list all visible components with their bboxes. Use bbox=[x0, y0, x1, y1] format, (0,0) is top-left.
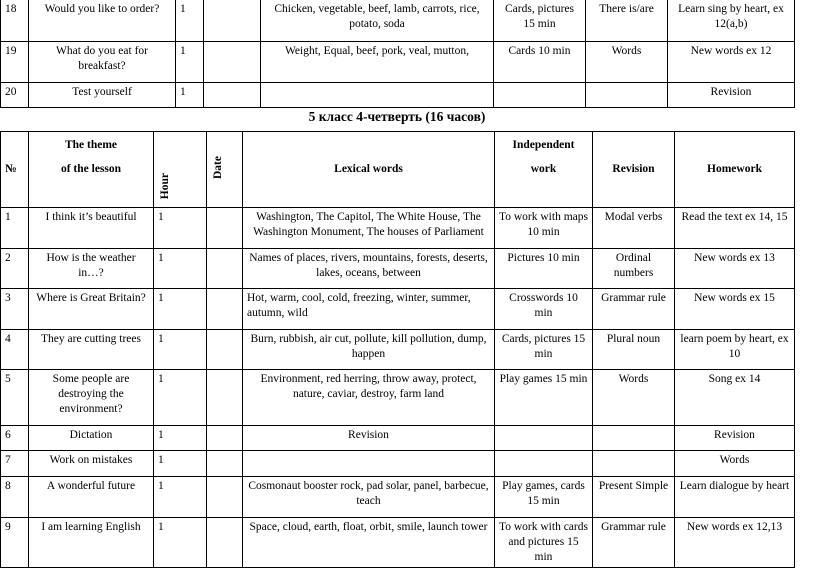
cell-revision bbox=[593, 451, 675, 477]
table-row bbox=[1, 370, 795, 426]
cell-lexical: Names of places, rivers, mountains, forests, deserts, lakes, oceans, between bbox=[243, 249, 495, 289]
cell-hour: 1 bbox=[154, 477, 207, 518]
table-row bbox=[1, 42, 795, 83]
cell-lexical: Burn, rubbish, air cut, pollute, kill pollution, dump, happen bbox=[243, 330, 495, 370]
header-revision bbox=[593, 132, 675, 208]
cell-work: Crosswords 10 min bbox=[495, 289, 593, 330]
header-work-line2: work bbox=[530, 163, 557, 175]
cell-work: To work with cards and pictures 15 min bbox=[495, 518, 593, 568]
cell-hour: 1 bbox=[154, 208, 207, 249]
cell-revision bbox=[586, 83, 668, 108]
table-row bbox=[1, 451, 795, 477]
cell-work bbox=[495, 426, 593, 451]
table-row bbox=[1, 289, 795, 330]
cell-hour: 1 bbox=[154, 451, 207, 477]
cell-homework: New words ex 15 bbox=[675, 289, 795, 330]
cell-work bbox=[494, 83, 586, 108]
header-homework-label: Homework bbox=[707, 163, 762, 175]
cell-theme: I think it’s beautiful bbox=[29, 208, 154, 249]
header-hour-label: Hour bbox=[159, 172, 171, 199]
table-row bbox=[1, 0, 795, 42]
cell-num: 19 bbox=[1, 42, 29, 83]
header-theme-line2: of the lesson bbox=[60, 163, 122, 175]
cell-num: 18 bbox=[1, 0, 29, 42]
cell-hour: 1 bbox=[154, 370, 207, 426]
cell-theme: They are cutting trees bbox=[29, 330, 154, 370]
cell-work: Cards 10 min bbox=[494, 42, 586, 83]
cell-homework: Song ex 14 bbox=[675, 370, 795, 426]
cell-hour: 1 bbox=[154, 289, 207, 330]
cell-theme: A wonderful future bbox=[29, 477, 154, 518]
cell-lexical: Space, cloud, earth, float, orbit, smile, launch tower bbox=[243, 518, 495, 568]
cell-num: 7 bbox=[1, 451, 29, 477]
cell-hour: 1 bbox=[154, 518, 207, 568]
cell-date bbox=[204, 83, 261, 108]
header-theme-line1: The theme bbox=[64, 139, 118, 151]
table-row bbox=[1, 477, 795, 518]
cell-revision: Words bbox=[593, 370, 675, 426]
cell-hour: 1 bbox=[154, 330, 207, 370]
cell-hour: 1 bbox=[154, 249, 207, 289]
cell-revision bbox=[593, 426, 675, 451]
cell-homework: Read the text ex 14, 15 bbox=[675, 208, 795, 249]
cell-date bbox=[207, 451, 243, 477]
cell-date bbox=[207, 249, 243, 289]
cell-num: 8 bbox=[1, 477, 29, 518]
header-row bbox=[1, 132, 795, 208]
cell-date bbox=[207, 426, 243, 451]
cell-num: 9 bbox=[1, 518, 29, 568]
cell-theme: How is the weather in…? bbox=[29, 249, 154, 289]
cell-revision: Words bbox=[586, 42, 668, 83]
cell-lexical: Chicken, vegetable, beef, lamb, carrots, rice, potato, soda bbox=[261, 0, 494, 42]
cell-num: 4 bbox=[1, 330, 29, 370]
cell-lexical: Revision bbox=[243, 426, 495, 451]
cell-theme: I am learning English bbox=[29, 518, 154, 568]
top-table bbox=[0, 0, 795, 108]
cell-work: To work with maps 10 min bbox=[495, 208, 593, 249]
header-num-label: № bbox=[5, 163, 17, 175]
cell-date bbox=[207, 518, 243, 568]
table-row bbox=[1, 249, 795, 289]
header-homework bbox=[675, 132, 795, 208]
cell-num: 3 bbox=[1, 289, 29, 330]
cell-homework: New words ex 13 bbox=[675, 249, 795, 289]
cell-homework: Revision bbox=[668, 83, 795, 108]
cell-num: 1 bbox=[1, 208, 29, 249]
cell-theme: What do you eat for breakfast? bbox=[29, 42, 176, 83]
cell-work: Cards, pictures 15 min bbox=[494, 0, 586, 42]
cell-revision: Present Simple bbox=[593, 477, 675, 518]
cell-theme: Would you like to order? bbox=[29, 0, 176, 42]
header-work bbox=[495, 132, 593, 208]
cell-hour: 1 bbox=[154, 426, 207, 451]
table-row bbox=[1, 83, 795, 108]
cell-lexical: Cosmonaut booster rock, pad solar, panel, barbecue, teach bbox=[243, 477, 495, 518]
header-lexical bbox=[243, 132, 495, 208]
cell-num: 5 bbox=[1, 370, 29, 426]
cell-revision: Grammar rule bbox=[593, 518, 675, 568]
cell-homework: Revision bbox=[675, 426, 795, 451]
header-num bbox=[1, 132, 29, 208]
cell-work: Pictures 10 min bbox=[495, 249, 593, 289]
cell-lexical: Weight, Equal, beef, pork, veal, mutton, bbox=[261, 42, 494, 83]
lesson-plan-table bbox=[0, 131, 795, 568]
cell-theme: Work on mistakes bbox=[29, 451, 154, 477]
cell-work: Play games 15 min bbox=[495, 370, 593, 426]
cell-revision: Plural noun bbox=[593, 330, 675, 370]
cell-date bbox=[207, 477, 243, 518]
cell-homework: learn poem by heart, ex 10 bbox=[675, 330, 795, 370]
table-row bbox=[1, 330, 795, 370]
cell-lexical bbox=[261, 83, 494, 108]
cell-homework: Words bbox=[675, 451, 795, 477]
cell-homework: Learn sing by heart, ex 12(a,b) bbox=[668, 0, 795, 42]
cell-revision: Grammar rule bbox=[593, 289, 675, 330]
header-work-line1: Independent bbox=[512, 139, 575, 151]
table-row bbox=[1, 518, 795, 568]
cell-homework: New words ex 12 bbox=[668, 42, 795, 83]
cell-revision: Modal verbs bbox=[593, 208, 675, 249]
cell-revision: Ordinal numbers bbox=[593, 249, 675, 289]
cell-num: 2 bbox=[1, 249, 29, 289]
cell-work: Cards, pictures 15 min bbox=[495, 330, 593, 370]
cell-theme: Test yourself bbox=[29, 83, 176, 108]
cell-num: 20 bbox=[1, 83, 29, 108]
header-lexical-label: Lexical words bbox=[334, 163, 403, 175]
cell-lexical: Environment, red herring, throw away, protect, nature, caviar, destroy, farm land bbox=[243, 370, 495, 426]
cell-work: Play games, cards 15 min bbox=[495, 477, 593, 518]
cell-work bbox=[495, 451, 593, 477]
header-hour bbox=[154, 132, 207, 208]
cell-revision: There is/are bbox=[586, 0, 668, 42]
cell-lexical: Hot, warm, cool, cold, freezing, winter, summer, autumn, wild bbox=[243, 289, 495, 330]
table-row bbox=[1, 208, 795, 249]
cell-homework: New words ex 12,13 bbox=[675, 518, 795, 568]
cell-date bbox=[207, 330, 243, 370]
table-row bbox=[1, 426, 795, 451]
cell-date bbox=[207, 208, 243, 249]
section-title: 5 класс 4-четверть (16 часов) bbox=[308, 109, 486, 124]
header-date bbox=[207, 132, 243, 208]
cell-lexical bbox=[243, 451, 495, 477]
cell-theme: Dictation bbox=[29, 426, 154, 451]
cell-theme: Where is Great Britain? bbox=[29, 289, 154, 330]
cell-num: 6 bbox=[1, 426, 29, 451]
cell-date bbox=[207, 289, 243, 330]
header-theme bbox=[29, 132, 154, 208]
cell-date bbox=[204, 0, 261, 42]
cell-hour: 1 bbox=[176, 83, 204, 108]
cell-lexical: Washington, The Capitol, The White House, The Washington Monument, The houses of Parliament bbox=[243, 208, 495, 249]
header-date-label: Date bbox=[212, 155, 224, 179]
cell-date bbox=[207, 370, 243, 426]
header-revision-label: Revision bbox=[612, 163, 655, 175]
cell-date bbox=[204, 42, 261, 83]
cell-homework: Learn dialogue by heart bbox=[675, 477, 795, 518]
cell-theme: Some people are destroying the environment? bbox=[29, 370, 154, 426]
cell-hour: 1 bbox=[176, 0, 204, 42]
cell-hour: 1 bbox=[176, 42, 204, 83]
